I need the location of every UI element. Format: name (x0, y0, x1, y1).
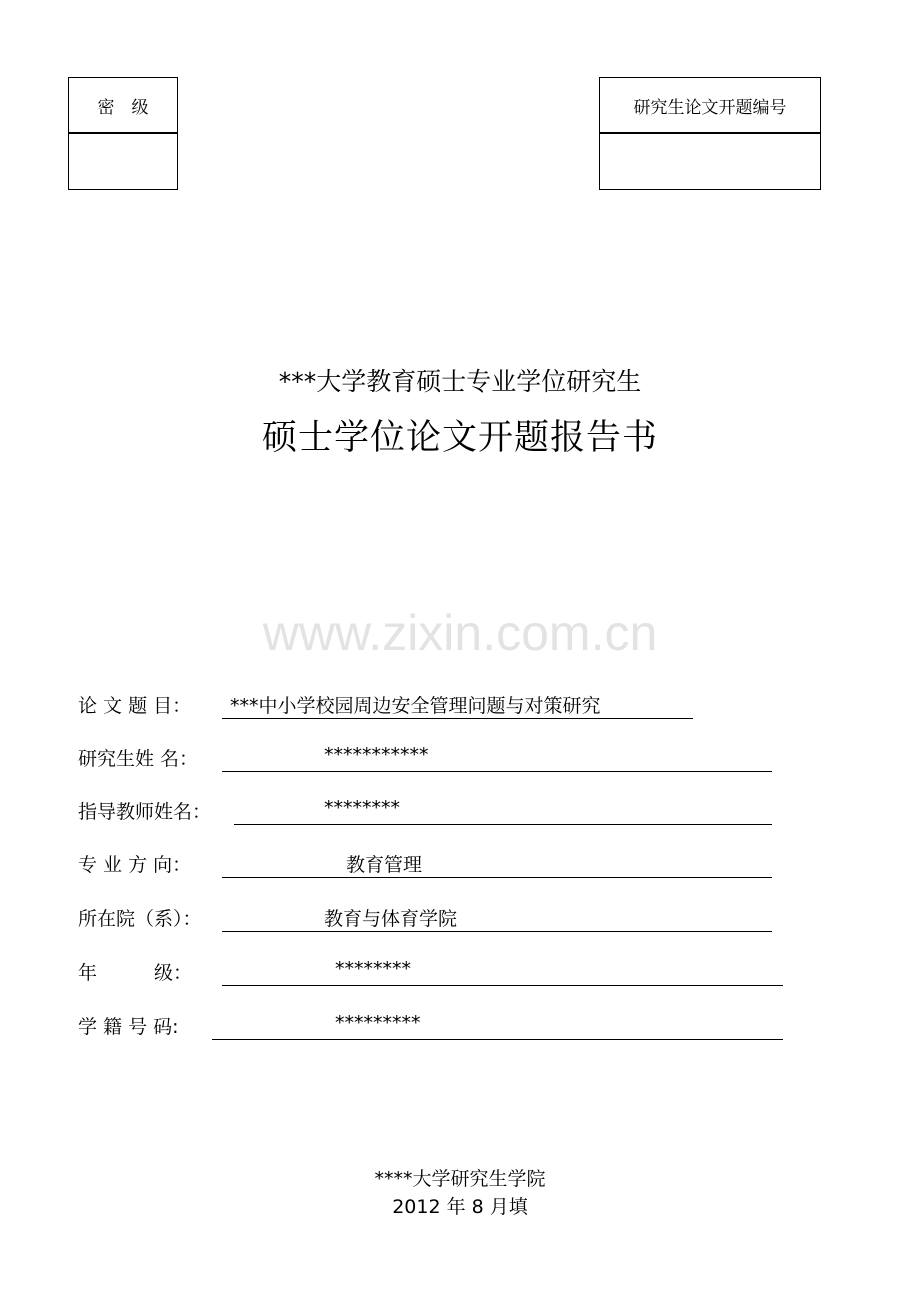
field-college-underline[interactable] (222, 903, 772, 932)
watermark: www.zixin.com.cn (262, 605, 658, 661)
proposal-number-label: 研究生论文开题编号 (600, 78, 820, 134)
field-college-value: 教育与体育学院 (324, 908, 458, 930)
secret-level-label: 密 级 (69, 78, 177, 134)
secret-level-box (68, 77, 178, 190)
field-topic (78, 691, 698, 719)
document-title: 硕士学位论文开题报告书 (261, 418, 658, 458)
field-major-label: 专 业 方 向： (78, 854, 192, 876)
field-advisor (78, 797, 778, 825)
document-subtitle: ***大学教育硕士专业学位研究生 (278, 367, 642, 396)
field-major-underline[interactable] (222, 849, 772, 878)
footer-school: ****大学研究生学院 (374, 1168, 546, 1190)
field-advisor-underline[interactable] (234, 796, 772, 825)
field-grade-label: 年 级： (78, 962, 193, 984)
field-student-id-value: ********* (335, 1012, 421, 1034)
field-topic-value: ***中小学校园周边安全管理问题与对策研究 (230, 695, 601, 717)
field-advisor-label: 指导教师姓名： (78, 801, 212, 823)
proposal-number-value-cell[interactable] (600, 134, 820, 189)
field-student (78, 744, 778, 772)
field-grade-underline[interactable] (222, 957, 783, 986)
field-topic-label: 论 文 题 目： (78, 695, 192, 717)
field-student-id-label: 学 籍 号 码: (78, 1016, 179, 1038)
field-college-label: 所在院（系）： (78, 908, 202, 930)
footer-date: 2012 年 8 月填 (392, 1196, 528, 1218)
field-major-value: 教育管理 (346, 854, 423, 876)
field-major (78, 850, 778, 878)
field-college (78, 904, 778, 932)
field-grade (78, 958, 788, 986)
field-grade-value: ******** (335, 958, 411, 980)
field-student-value: *********** (324, 744, 429, 766)
field-student-id-underline[interactable] (212, 1011, 783, 1040)
field-student-label: 研究生姓 名： (78, 748, 199, 770)
proposal-number-box (599, 77, 821, 190)
field-advisor-value: ******** (324, 797, 400, 819)
field-student-underline[interactable] (222, 743, 772, 772)
secret-level-value-cell[interactable] (69, 134, 177, 189)
field-student-id (78, 1012, 788, 1040)
